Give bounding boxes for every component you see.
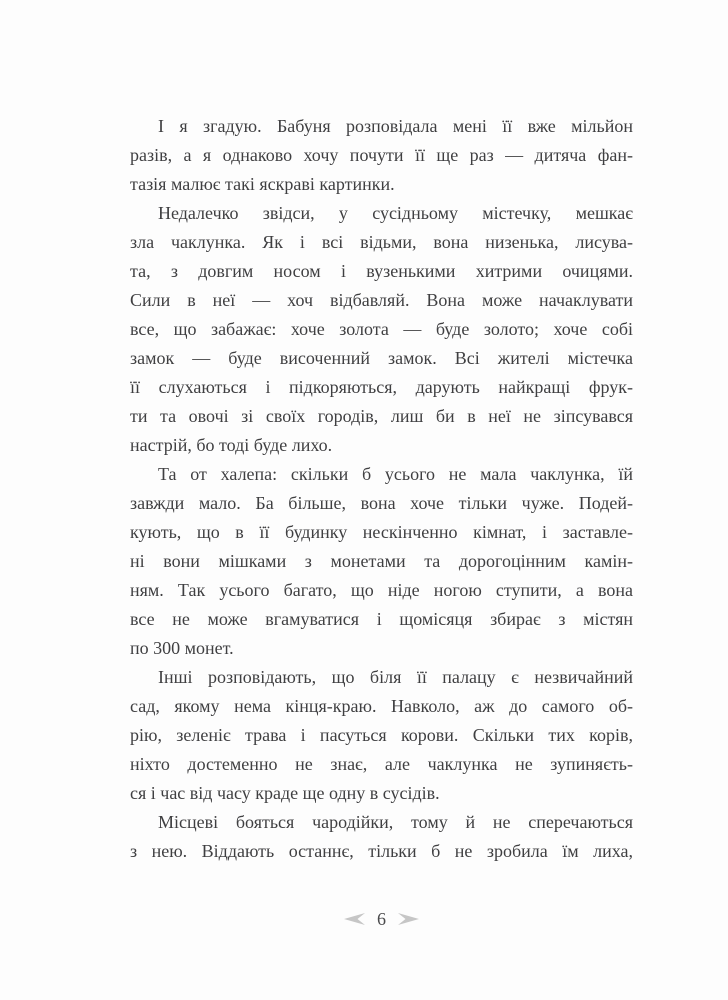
text-line: Інші розповідають, що біля її палацу є незвичайний — [158, 667, 633, 687]
paragraph — [130, 112, 633, 199]
text-line: кують, що в її будинку нескінченно кімнат, і заставле- — [130, 522, 633, 542]
chevron-left-icon — [344, 913, 365, 925]
text-line: Місцеві бояться чародійки, тому й не сперечаються — [158, 812, 633, 832]
text-line: Сили в неї — хоч відбавляй. Вона може начаклувати — [130, 290, 633, 310]
text-line: завжди мало. Ба більше, вона хоче тільки чуже. Подей- — [130, 493, 633, 513]
page-footer — [130, 906, 633, 932]
text-line: ням. Так усього багато, що ніде ногою ступити, а вона — [130, 580, 633, 600]
text-line: замок — буде височенний замок. Всі жителі містечка — [130, 348, 633, 368]
paragraph — [130, 663, 633, 808]
text-line: разів, а я однаково хочу почути її ще раз — дитяча фан- — [130, 145, 633, 165]
text-line: тазія малює такі яскраві картинки. — [130, 174, 395, 194]
text-line: настрій, бо тоді буде лихо. — [130, 435, 333, 455]
text-line: ти та овочі зі своїх городів, лиш би в неї не зіпсувався — [130, 406, 633, 426]
text-line: ні вони мішками з монетами та дорогоцінним камін- — [130, 551, 633, 571]
paragraph — [130, 199, 633, 460]
text-line: ся і час від часу краде ще одну в сусідів. — [130, 783, 440, 803]
text-line: зла чаклунка. Як і всі відьми, вона низенька, лисува- — [130, 232, 633, 252]
text-line: з нею. Віддають останнє, тільки б не зробила їм лиха, — [130, 841, 633, 861]
text-line: все, що забажає: хоче золота — буде золото; хоче собі — [130, 319, 633, 339]
paragraph — [130, 808, 633, 866]
page-text — [130, 112, 633, 866]
page-number: 6 — [377, 909, 386, 929]
paragraph — [130, 460, 633, 663]
text-line: та, з довгим носом і вузенькими хитрими очицями. — [130, 261, 633, 281]
chevron-right-icon — [398, 913, 419, 925]
text-line: рію, зеленіє трава і пасуться корови. Скільки тих корів, — [130, 725, 633, 745]
text-line: І я згадую. Бабуня розповідала мені її вже мільйон — [158, 116, 633, 136]
text-line: сад, якому нема кінця-краю. Навколо, аж до самого об- — [130, 696, 633, 716]
text-line: все не може вгамуватися і щомісяця збирає з містян — [130, 609, 633, 629]
text-line: ніхто достеменно не знає, але чаклунка не зупиняєть- — [130, 754, 633, 774]
text-line: по 300 монет. — [130, 638, 234, 658]
text-line: її слухаються і підкоряються, дарують найкращі фрук- — [130, 377, 633, 397]
text-line: Недалечко звідси, у сусідньому містечку, мешкає — [158, 203, 633, 223]
text-line: Та от халепа: скільки б усього не мала чаклунка, їй — [158, 464, 633, 484]
